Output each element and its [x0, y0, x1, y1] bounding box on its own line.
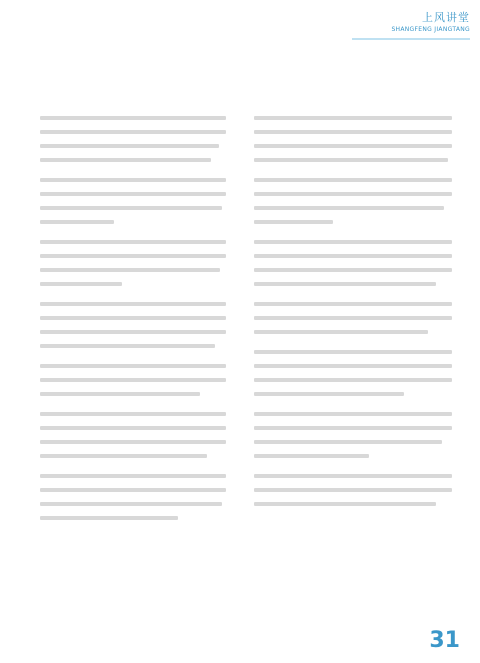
- header-divider: [352, 38, 470, 40]
- section-subtitle: SHANGFENG JIANGTANG: [391, 26, 470, 33]
- page-number: 31: [429, 628, 460, 653]
- left-text-column: [40, 116, 226, 530]
- section-header: [340, 6, 470, 40]
- section-title: 上风讲堂: [422, 11, 470, 24]
- right-text-column: [254, 116, 452, 516]
